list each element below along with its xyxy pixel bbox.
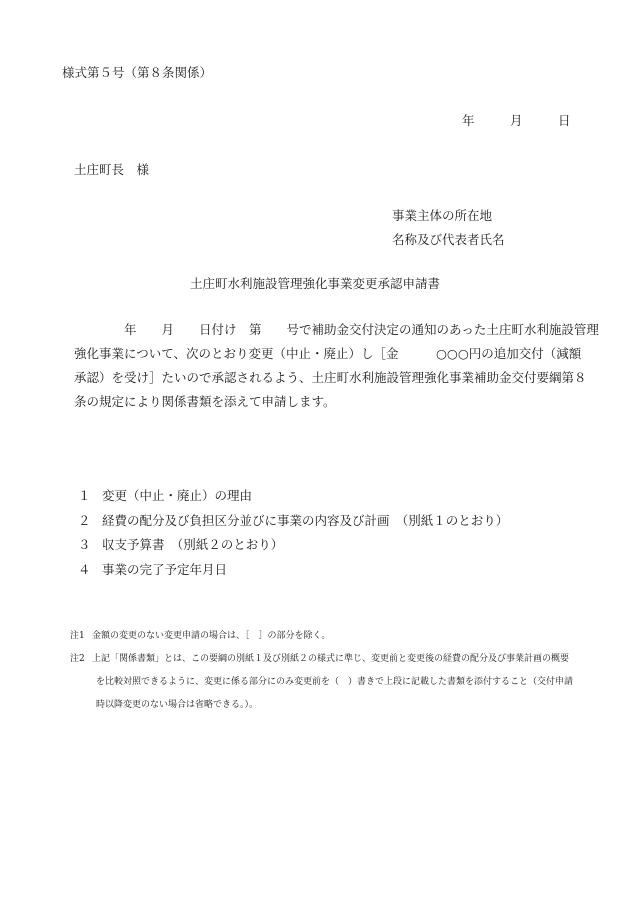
note-line: 時以降変更のない場合は省略できる。）。	[96, 700, 259, 710]
list-item	[78, 533, 508, 558]
date-month: 月	[510, 113, 523, 128]
item-text: 経費の配分及び負担区分並びに事業の内容及び計画 （別紙１のとおり）	[101, 512, 509, 528]
form-number: 様式第５号（第８条関係）	[62, 65, 213, 80]
item-number: ４	[78, 561, 91, 577]
body-line: 条の規定により関係書類を添えて申請します。	[74, 394, 336, 409]
body-line: 承認）を受け］たいので承認されるよう、土庄町水利施設管理強化事業補助金交付要綱第８	[74, 370, 587, 385]
date-year: 年	[462, 113, 475, 128]
addressee: 土庄町長 様	[74, 162, 150, 177]
item-text: 収支予算書 （別紙２のとおり）	[101, 537, 284, 552]
document-title: 土庄町水利施設管理強化事業変更承認申請書	[189, 276, 440, 291]
body-line: 年 月 日付け 第 号で補助金交付決定の通知のあった土庄町水利施設管理	[74, 322, 599, 337]
item-number: １	[78, 488, 91, 503]
item-text: 変更（中止・廃止）の理由	[101, 488, 252, 503]
note-1	[70, 625, 573, 648]
applicant-name-label: 名称及び代表者氏名	[392, 232, 505, 247]
application-body	[74, 318, 599, 414]
note-line: を比較対照できるように、変更に係る部分にのみ変更前を（ ）書きで上段に記載した書類を添付すること（交付申請	[96, 677, 574, 687]
item-number: ３	[78, 537, 91, 552]
applicant-block	[392, 204, 505, 252]
body-line: 強化事業について、次のとおり変更（中止・廃止）し［金 ○○○円の追加交付（減額	[74, 346, 582, 361]
list-item	[78, 558, 508, 583]
note-2	[70, 648, 573, 717]
date-day: 日	[558, 113, 571, 128]
note-tag: 注2	[70, 654, 85, 664]
item-number: ２	[78, 512, 91, 528]
list-item	[78, 484, 508, 509]
note-tag: 注1	[70, 631, 85, 641]
note-line: 上記「関係書類」とは、この要綱の別紙１及び別紙２の様式に準じ、変更前と変更後の経費の配分及び事業計画の概要	[92, 654, 570, 664]
notes	[70, 625, 573, 717]
item-text: 事業の完了予定年月日	[101, 561, 227, 577]
applicant-address-label: 事業主体の所在地	[392, 208, 493, 223]
note-line: 金額の変更のない変更申請の場合は、［ ］の部分を除く。	[92, 631, 331, 641]
item-list	[78, 484, 508, 582]
list-item	[78, 509, 508, 534]
